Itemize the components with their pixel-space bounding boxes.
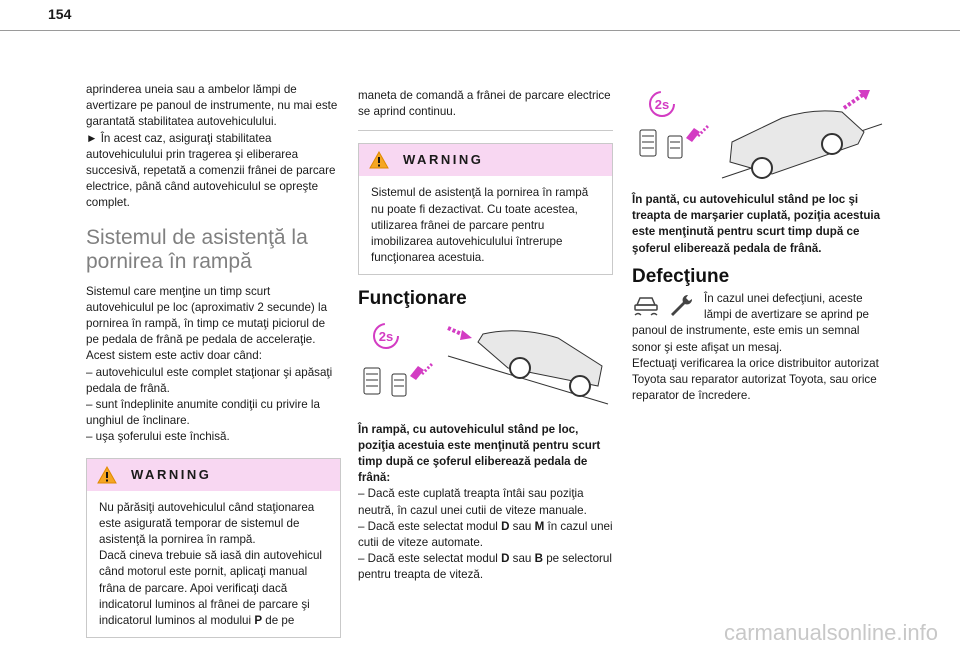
warning-body: Nu părăsiţi autovehiculul când staţionarea este asigurată temporar de sistemul de asistenţă la pornirea în rampă. Dacă cineva trebuie să iasă din autovehicul când motorul este pornit, aplicaţi manual frâna de parcare. Apoi verificaţi dacă indicatorul luminos al frânei de parcare şi indicatorul luminos al modului P de pe xyxy=(99,500,322,628)
intro-paragraph: aprinderea uneia sau a ambelor lămpi de avertizare pe panoul de instrumente, nu mai este garantată stabilitatea autovehiculului. xyxy=(86,83,338,129)
mode-item: – Dacă este selectat modul D sau M în cazul unei cutii de viteze automate. xyxy=(358,519,613,550)
mode-item: – Dacă este cuplată treapta întâi sau poziţia neutră, în cazul unei cutii de viteze manuale. xyxy=(358,487,587,517)
warning-body: Sistemul de asistenţă la pornirea în rampă nu poate fi dezactivat. Cu toate acestea, utilizarea frânei de parcare pentru imobilizarea autovehiculului întrerupe funcţionarea acestuia. xyxy=(371,186,589,265)
section-title: Sistemul de asistenţă la pornirea în rampă xyxy=(86,225,308,273)
watermark: carmanualsonline.info xyxy=(723,620,938,645)
body-paragraph-2: Acest sistem este activ doar când: xyxy=(86,349,262,363)
timer-label: 2s xyxy=(378,328,394,344)
section-heading-defectiune: Defecţiune xyxy=(632,265,730,287)
fault-text: În cazul unei defecţiuni, aceste lămpi de avertizare se aprind pe panoul de instrumente, este emis un semnal sonor şi este afişat un mesaj. xyxy=(632,292,869,354)
illustration-caption: În pantă, cu autovehiculul stând pe loc şi treapta de marşarier cuplată, poziţia acestuia este menţinută pentru scurt timp după ce şoferul eliberează pedala de frână. xyxy=(632,193,881,255)
page-number: 154 xyxy=(48,6,72,22)
condition-item: – autovehiculul este complet staţionar şi apăsaţi pedala de frână. xyxy=(86,365,333,395)
illustration-caption: În rampă, cu autovehiculul stând pe loc, poziţia acestuia este menţinută pentru scurt timp după ce şoferul eliberează pedala de frână: xyxy=(358,422,601,485)
warning-title: WARNING xyxy=(403,152,484,168)
column-1 xyxy=(86,82,341,638)
fault-icons xyxy=(632,293,694,317)
timer-label: 2s xyxy=(654,97,670,112)
warning-box xyxy=(86,458,341,639)
condition-item: – uşa şoferului este închisă. xyxy=(86,430,230,444)
condition-item: – sunt îndeplinite anumite condiţii cu privire la unghiul de înclinare. xyxy=(86,398,320,428)
header-divider xyxy=(0,30,960,31)
warning-header xyxy=(359,144,612,176)
wrench-icon xyxy=(668,293,694,317)
warning-box-2 xyxy=(358,143,613,275)
column-2 xyxy=(358,82,613,584)
intro-instruction: ► În acest caz, asiguraţi stabilitatea autovehiculului prin tragerea şi eliberarea succesivă, repetată a comenzii frânei de parcare electrice, până când autovehiculul se opreşte complet. xyxy=(86,131,336,210)
section-heading-functionare: Funcţionare xyxy=(358,288,467,310)
fault-instruction: Efectuaţi verificarea la orice distribuitor autorizat Toyota sau reparator autorizat Toyota, sau orice reparator de încredere. xyxy=(632,356,879,403)
column-3 xyxy=(632,82,887,404)
skid-car-icon xyxy=(632,293,660,317)
warning-triangle-icon xyxy=(369,151,389,169)
hill-start-reverse-illustration xyxy=(632,82,887,182)
hill-start-uphill-illustration xyxy=(358,316,613,408)
warning-header xyxy=(87,459,340,491)
body-paragraph: Sistemul care menţine un timp scurt autovehiculul pe loc (aproximativ 2 secunde) la pornirea în rampă, în timp ce mutaţi piciorul de pe pedala de frână pe pedala de acceleraţie. xyxy=(86,284,328,347)
continued-warning: maneta de comandă a frânei de parcare electrice se aprind continuu. xyxy=(358,82,613,131)
mode-item: – Dacă este selectat modul D sau B pe selectorul pentru treapta de viteză. xyxy=(358,552,612,582)
warning-triangle-icon xyxy=(97,466,117,484)
warning-title: WARNING xyxy=(131,466,212,482)
